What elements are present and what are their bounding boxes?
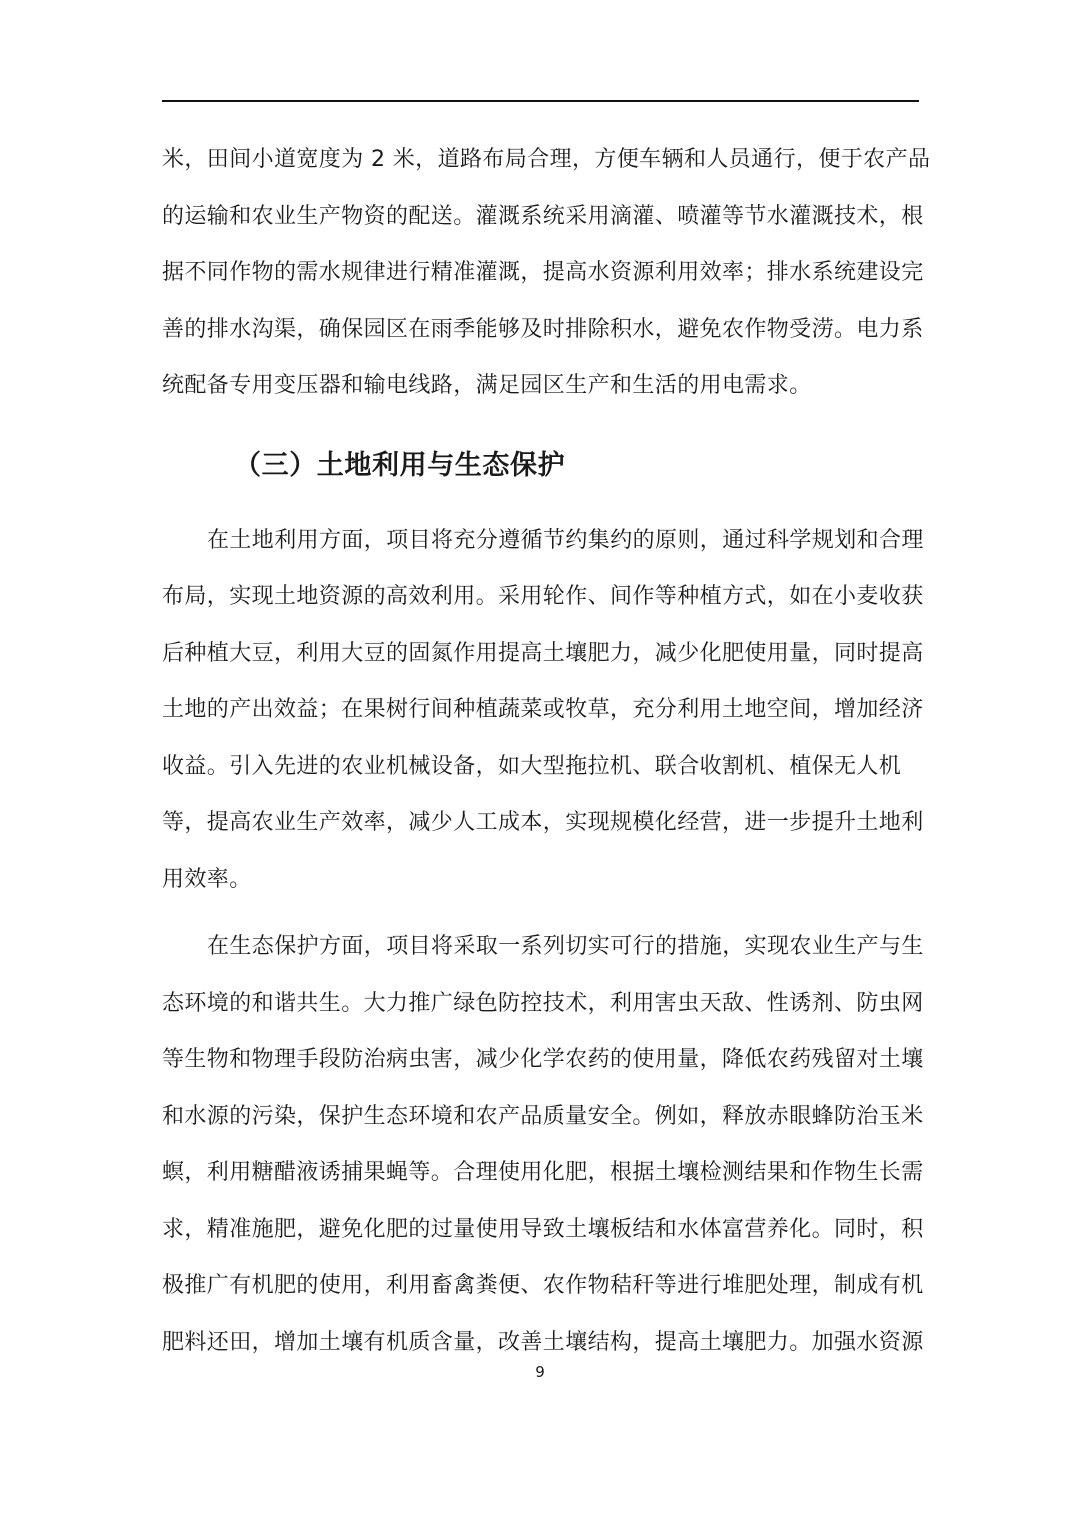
text-line: 统配备专用变压器和输电线路，满足园区生产和生活的用电需求。 [162,373,812,398]
text-line: 善的排水沟渠，确保园区在雨季能够及时排除积水，避免农作物受涝。电力系 [162,316,924,342]
text-line: 等，提高农业生产效率，减少人工成本，实现规模化经营，进一步提升土地利 [162,810,924,835]
paragraph-land-use [162,513,924,909]
text-line: 在生态保护方面，项目将采取一系列切实可行的措施，实现农业生产与生 [207,934,924,959]
text-line: 等生物和物理手段防治病虫害，减少化学农药的使用量，降低农药残留对土壤 [162,1047,924,1072]
text-line: 土地的产出效益；在果树行间种植蔬菜或牧草，充分利用土地空间，增加经济 [162,697,924,722]
text-line: 据不同作物的需水规律进行精准灌溉，提高水资源利用效率；排水系统建设完 [162,260,924,285]
text-line: 的运输和农业生产物资的配送。灌溉系统采用滴灌、喷灌等节水灌溉技术，根 [162,203,924,229]
text-line: 用效率。 [162,866,252,892]
text-line: 态环境的和谐共生。大力推广绿色防控技术，利用害虫天敌、性诱剂、防虫网 [162,990,924,1016]
text-line: 米，田间小道宽度为 2 米，道路布局合理，方便车辆和人员通行，便于农产品 [162,147,931,172]
text-line: 螟，利用糖醋液诱捕果蝇等。合理使用化肥，根据土壤检测结果和作物生长需 [162,1160,924,1185]
page-number: 9 [535,1363,545,1381]
text-line: 收益。引入先进的农业机械设备，如大型拖拉机、联合收割机、植保无人机 [162,753,902,779]
paragraph-ecology [162,919,924,1371]
section-heading: （三）土地利用与生态保护 [234,449,566,481]
page-body [162,132,931,1371]
text-line: 布局，实现土地资源的高效利用。采用轮作、间作等种植方式，如在小麦收获 [162,584,924,609]
text-line: 极推广有机肥的使用，利用畜禽粪便、农作物秸秆等进行堆肥处理，制成有机 [162,1273,924,1298]
text-line: 后种植大豆，利用大豆的固氮作用提高土壤肥力，减少化肥使用量，同时提高 [162,640,924,666]
paragraph-intro [162,132,931,415]
text-line: 求，精准施肥，避免化肥的过量使用导致土壤板结和水体富营养化。同时，积 [162,1216,924,1242]
header-rule [162,100,919,102]
text-line: 在土地利用方面，项目将充分遵循节约集约的原则，通过科学规划和合理 [207,527,924,553]
text-line: 肥料还田，增加土壤有机质含量，改善土壤结构，提高土壤肥力。加强水资源 [162,1329,924,1355]
text-line: 和水源的污染，保护生态环境和农产品质量安全。例如，释放赤眼蜂防治玉米 [162,1103,924,1129]
paragraph-spacer [162,908,919,919]
